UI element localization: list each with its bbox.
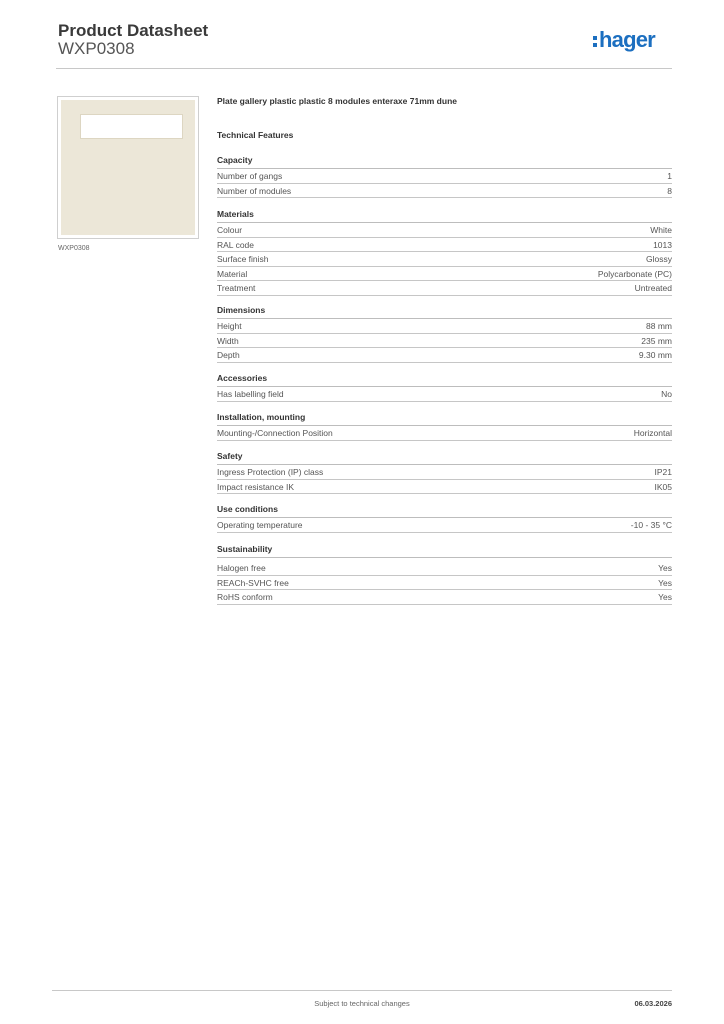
plate-module-window [80, 114, 183, 139]
footer-date: 06.03.2026 [634, 999, 672, 1008]
row-label: Height [217, 321, 242, 331]
row-label: Ingress Protection (IP) class [217, 467, 324, 477]
section-materials [217, 209, 672, 296]
row-label: Operating temperature [217, 520, 303, 530]
row-label: Surface finish [217, 254, 269, 265]
row-label: Material [217, 268, 248, 279]
table-row [217, 465, 672, 480]
section-safety [217, 451, 672, 494]
table-row [217, 387, 672, 402]
table-row [217, 348, 672, 363]
row-value: Glossy [646, 254, 672, 265]
product-code: WXP0308 [58, 39, 135, 58]
table-row [217, 281, 672, 296]
row-value: 1013 [653, 239, 672, 250]
row-label: Impact resistance IK [217, 481, 295, 492]
table-row [217, 169, 672, 184]
row-label: REACh-SVHC free [217, 577, 289, 588]
header-divider [56, 68, 672, 69]
section-heading: Use conditions [217, 504, 672, 518]
table-row [217, 267, 672, 282]
footer-divider [52, 990, 672, 991]
product-image [57, 96, 199, 239]
section-sustainability [217, 544, 672, 605]
section-accessories [217, 373, 672, 402]
row-value: Polycarbonate (PC) [597, 268, 672, 279]
row-label: Number of gangs [217, 171, 283, 181]
table-row [217, 480, 672, 495]
row-value: -10 - 35 °C [630, 520, 672, 530]
row-value: 9.30 mm [638, 350, 672, 361]
row-label: Depth [217, 350, 240, 361]
table-row [217, 223, 672, 238]
row-label: Treatment [217, 283, 256, 294]
row-label: Halogen free [217, 563, 266, 573]
section-heading: Safety [217, 451, 672, 465]
row-value: Untreated [634, 283, 672, 294]
hager-logo [592, 27, 674, 55]
section-dimensions [217, 305, 672, 363]
row-value: Yes [658, 577, 672, 588]
row-value: 88 mm [646, 321, 672, 331]
plate-body [61, 100, 195, 235]
table-row [217, 252, 672, 267]
row-value: Horizontal [633, 428, 672, 438]
table-row [217, 238, 672, 253]
section-heading: Dimensions [217, 305, 672, 319]
section-heading: Accessories [217, 373, 672, 387]
table-row [217, 518, 672, 533]
row-value: 235 mm [641, 335, 672, 346]
row-label: Number of modules [217, 185, 292, 196]
row-value: Yes [658, 592, 672, 603]
row-value: 8 [667, 185, 672, 196]
logo-wordmark: hager [599, 27, 655, 52]
row-value: White [650, 225, 672, 235]
row-label: RoHS conform [217, 592, 273, 603]
logo-dot-top [593, 36, 597, 40]
section-heading: Capacity [217, 155, 672, 169]
product-title: Plate gallery plastic plastic 8 modules enteraxe 71mm dune [217, 96, 457, 106]
row-label: Mounting-/Connection Position [217, 428, 333, 438]
row-label: RAL code [217, 239, 255, 250]
table-row [217, 576, 672, 591]
row-value: Yes [658, 563, 672, 573]
section-installation [217, 412, 672, 441]
row-value: 1 [667, 171, 672, 181]
row-value: IK05 [654, 481, 672, 492]
page-title: Product Datasheet [58, 21, 209, 40]
row-value: IP21 [654, 467, 672, 477]
row-value: No [661, 389, 672, 399]
technical-features-title: Technical Features [217, 130, 294, 140]
table-row [217, 184, 672, 199]
footer-note: Subject to technical changes [314, 999, 410, 1008]
row-label: Colour [217, 225, 243, 235]
table-row [217, 561, 672, 576]
section-heading: Materials [217, 209, 672, 223]
logo-dot-bottom [593, 43, 597, 47]
table-row [217, 319, 672, 334]
row-label: Has labelling field [217, 389, 284, 399]
section-heading: Sustainability [217, 544, 672, 558]
image-caption: WXP0308 [58, 245, 90, 252]
section-capacity [217, 155, 672, 198]
table-row [217, 426, 672, 441]
section-heading: Installation, mounting [217, 412, 672, 426]
section-use-conditions [217, 504, 672, 533]
table-row [217, 334, 672, 349]
row-label: Width [217, 335, 239, 346]
table-row [217, 590, 672, 605]
